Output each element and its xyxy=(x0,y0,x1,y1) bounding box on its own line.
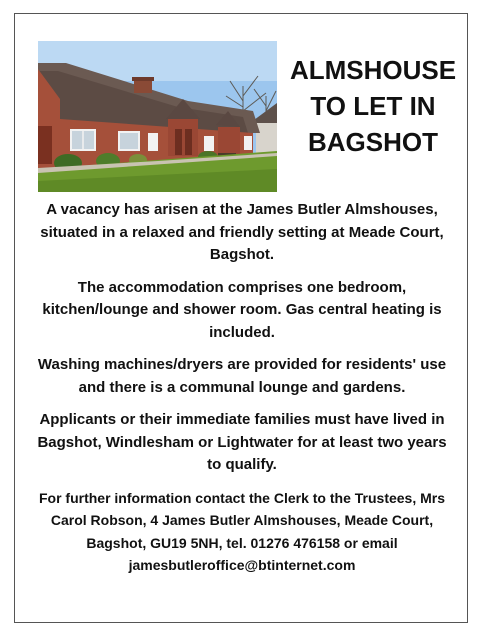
facilities-paragraph: Washing machines/dryers are provided for residents' use and there is a communal lounge and gardens. xyxy=(37,356,447,396)
poster-body xyxy=(29,199,455,587)
almshouse-photo xyxy=(38,41,277,192)
title-line-1: ALMSHOUSE xyxy=(289,55,457,85)
title-line-3: BAGSHOT xyxy=(308,127,438,157)
accommodation-paragraph: The accommodation comprises one bedroom, kitchen/lounge and shower room. Gas central heating is included. xyxy=(42,278,442,341)
title-line-2: TO LET IN xyxy=(310,91,436,121)
poster-frame xyxy=(14,13,468,623)
vacancy-paragraph: A vacancy has arisen at the James Butler Almshouses, situated in a relaxed and friendly setting at Meade Court, Bagshot. xyxy=(40,201,444,263)
contact-paragraph: For further information contact the Clerk to the Trustees, Mrs Carol Robson, 4 James Butler Almshouses, Meade Court, Bagshot, GU19 5NH, tel. 01276 476158 or email jamesbutleroffice@btinternet.com xyxy=(38,489,446,573)
poster-title xyxy=(283,52,463,160)
eligibility-paragraph: Applicants or their immediate families must have lived in Bagshot, Windlesham or Lightwater for at least two years to qualify. xyxy=(37,411,447,473)
